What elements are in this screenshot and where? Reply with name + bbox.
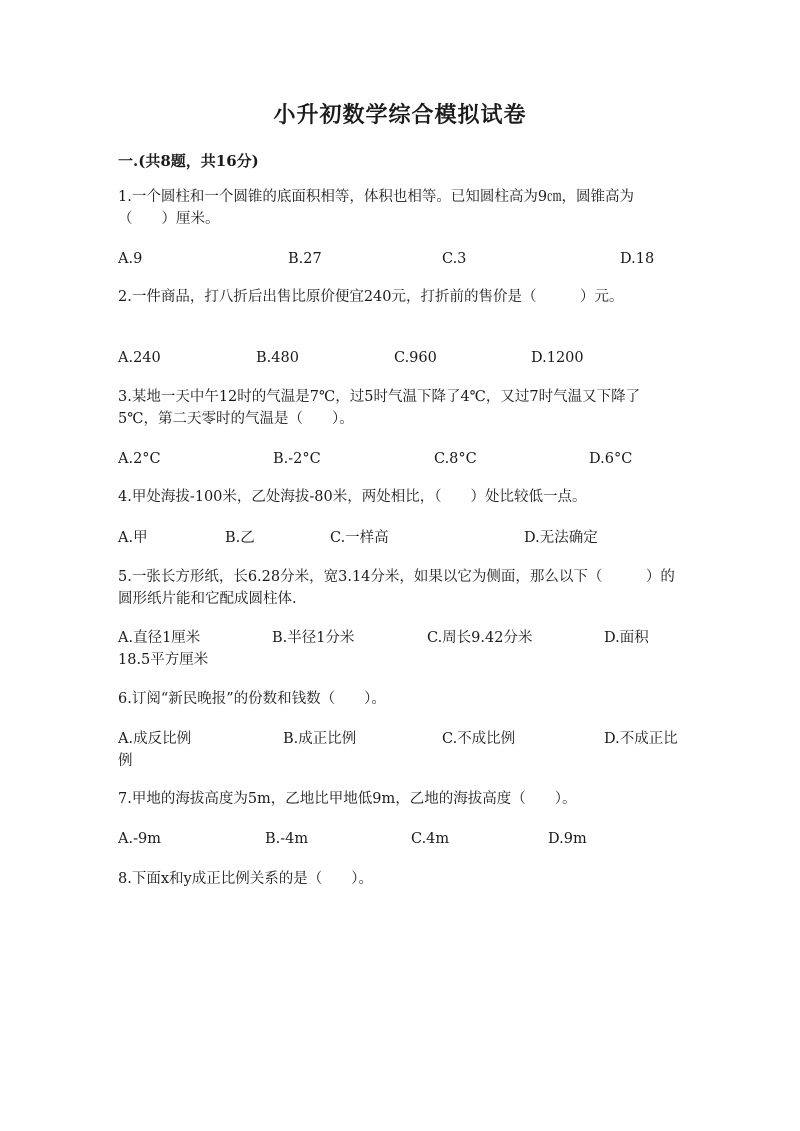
question-3-option-b: B.-2°C: [273, 451, 321, 467]
question-5-option-c: C.周长9.42分米: [427, 630, 533, 646]
question-2-option-a: A.240: [118, 350, 161, 366]
question-7-option-c: C.4m: [411, 831, 450, 847]
question-4-option-b: B.乙: [225, 530, 255, 546]
question-4-option-a: A.甲: [118, 530, 148, 546]
question-5-text: 5.一张长方形纸，长6.28分米，宽3.14分米，如果以它为侧面，那么以下（ ）的圆形纸片能和它配成圆柱体.: [118, 569, 675, 607]
question-7-option-d: D.9m: [548, 831, 587, 847]
question-5-option-b: B.半径1分米: [272, 630, 355, 646]
question-7-text: 7.甲地的海拔高度为5m，乙地比甲地低9m，乙地的海拔高度（ ）。: [118, 791, 577, 807]
question-4-option-c: C.一样高: [330, 530, 389, 546]
question-5-option-a: A.直径1厘米: [118, 630, 201, 646]
page-title: 小升初数学综合模拟试卷: [273, 102, 527, 128]
section-heading: 一.(共8题，共16分): [118, 152, 259, 170]
question-6-option-a: A.成反比例: [118, 731, 192, 747]
question-4-text: 4.甲处海拔-100米，乙处海拔-80米，两处相比，（ ）处比较低一点。: [118, 489, 587, 505]
question-7-option-a: A.-9m: [118, 831, 161, 847]
question-1-option-b: B.27: [288, 251, 322, 267]
question-3-option-a: A.2°C: [118, 451, 161, 467]
question-1-option-a: A.9: [118, 251, 143, 267]
question-5-option-d: D.面积18.5平方厘米: [118, 630, 649, 668]
question-2-option-b: B.480: [256, 350, 299, 366]
question-1-option-d: D.18: [620, 251, 655, 267]
question-2-option-d: D.1200: [531, 350, 584, 366]
question-6-option-b: B.成正比例: [283, 731, 357, 747]
question-7-option-b: B.-4m: [265, 831, 309, 847]
question-3-text: 3.某地一天中午12时的气温是7℃，过5时气温下降了4℃，又过7时气温又下降了5℃，第二天零时的气温是（ ）。: [118, 389, 641, 427]
question-3-option-d: D.6°C: [589, 451, 633, 467]
question-6-option-c: C.不成比例: [442, 731, 516, 747]
question-3-option-c: C.8°C: [434, 451, 477, 467]
question-1-option-c: C.3: [442, 251, 467, 267]
question-1-text: 1.一个圆柱和一个圆锥的底面积相等，体积也相等。已知圆柱高为9㎝，圆锥高为（ ）厘米。: [118, 189, 635, 227]
question-8-text: 8.下面x和y成正比例关系的是（ ）。: [118, 871, 373, 887]
question-4-option-d: D.无法确定: [524, 530, 598, 546]
question-6-option-d: D.不成正比例: [118, 731, 678, 769]
question-6-text: 6.订阅“新民晚报”的份数和钱数（ ）。: [118, 691, 386, 707]
question-2-option-c: C.960: [394, 350, 437, 366]
question-2-text: 2.一件商品，打八折后出售比原价便宜240元，打折前的售价是（ ）元。: [118, 289, 624, 305]
